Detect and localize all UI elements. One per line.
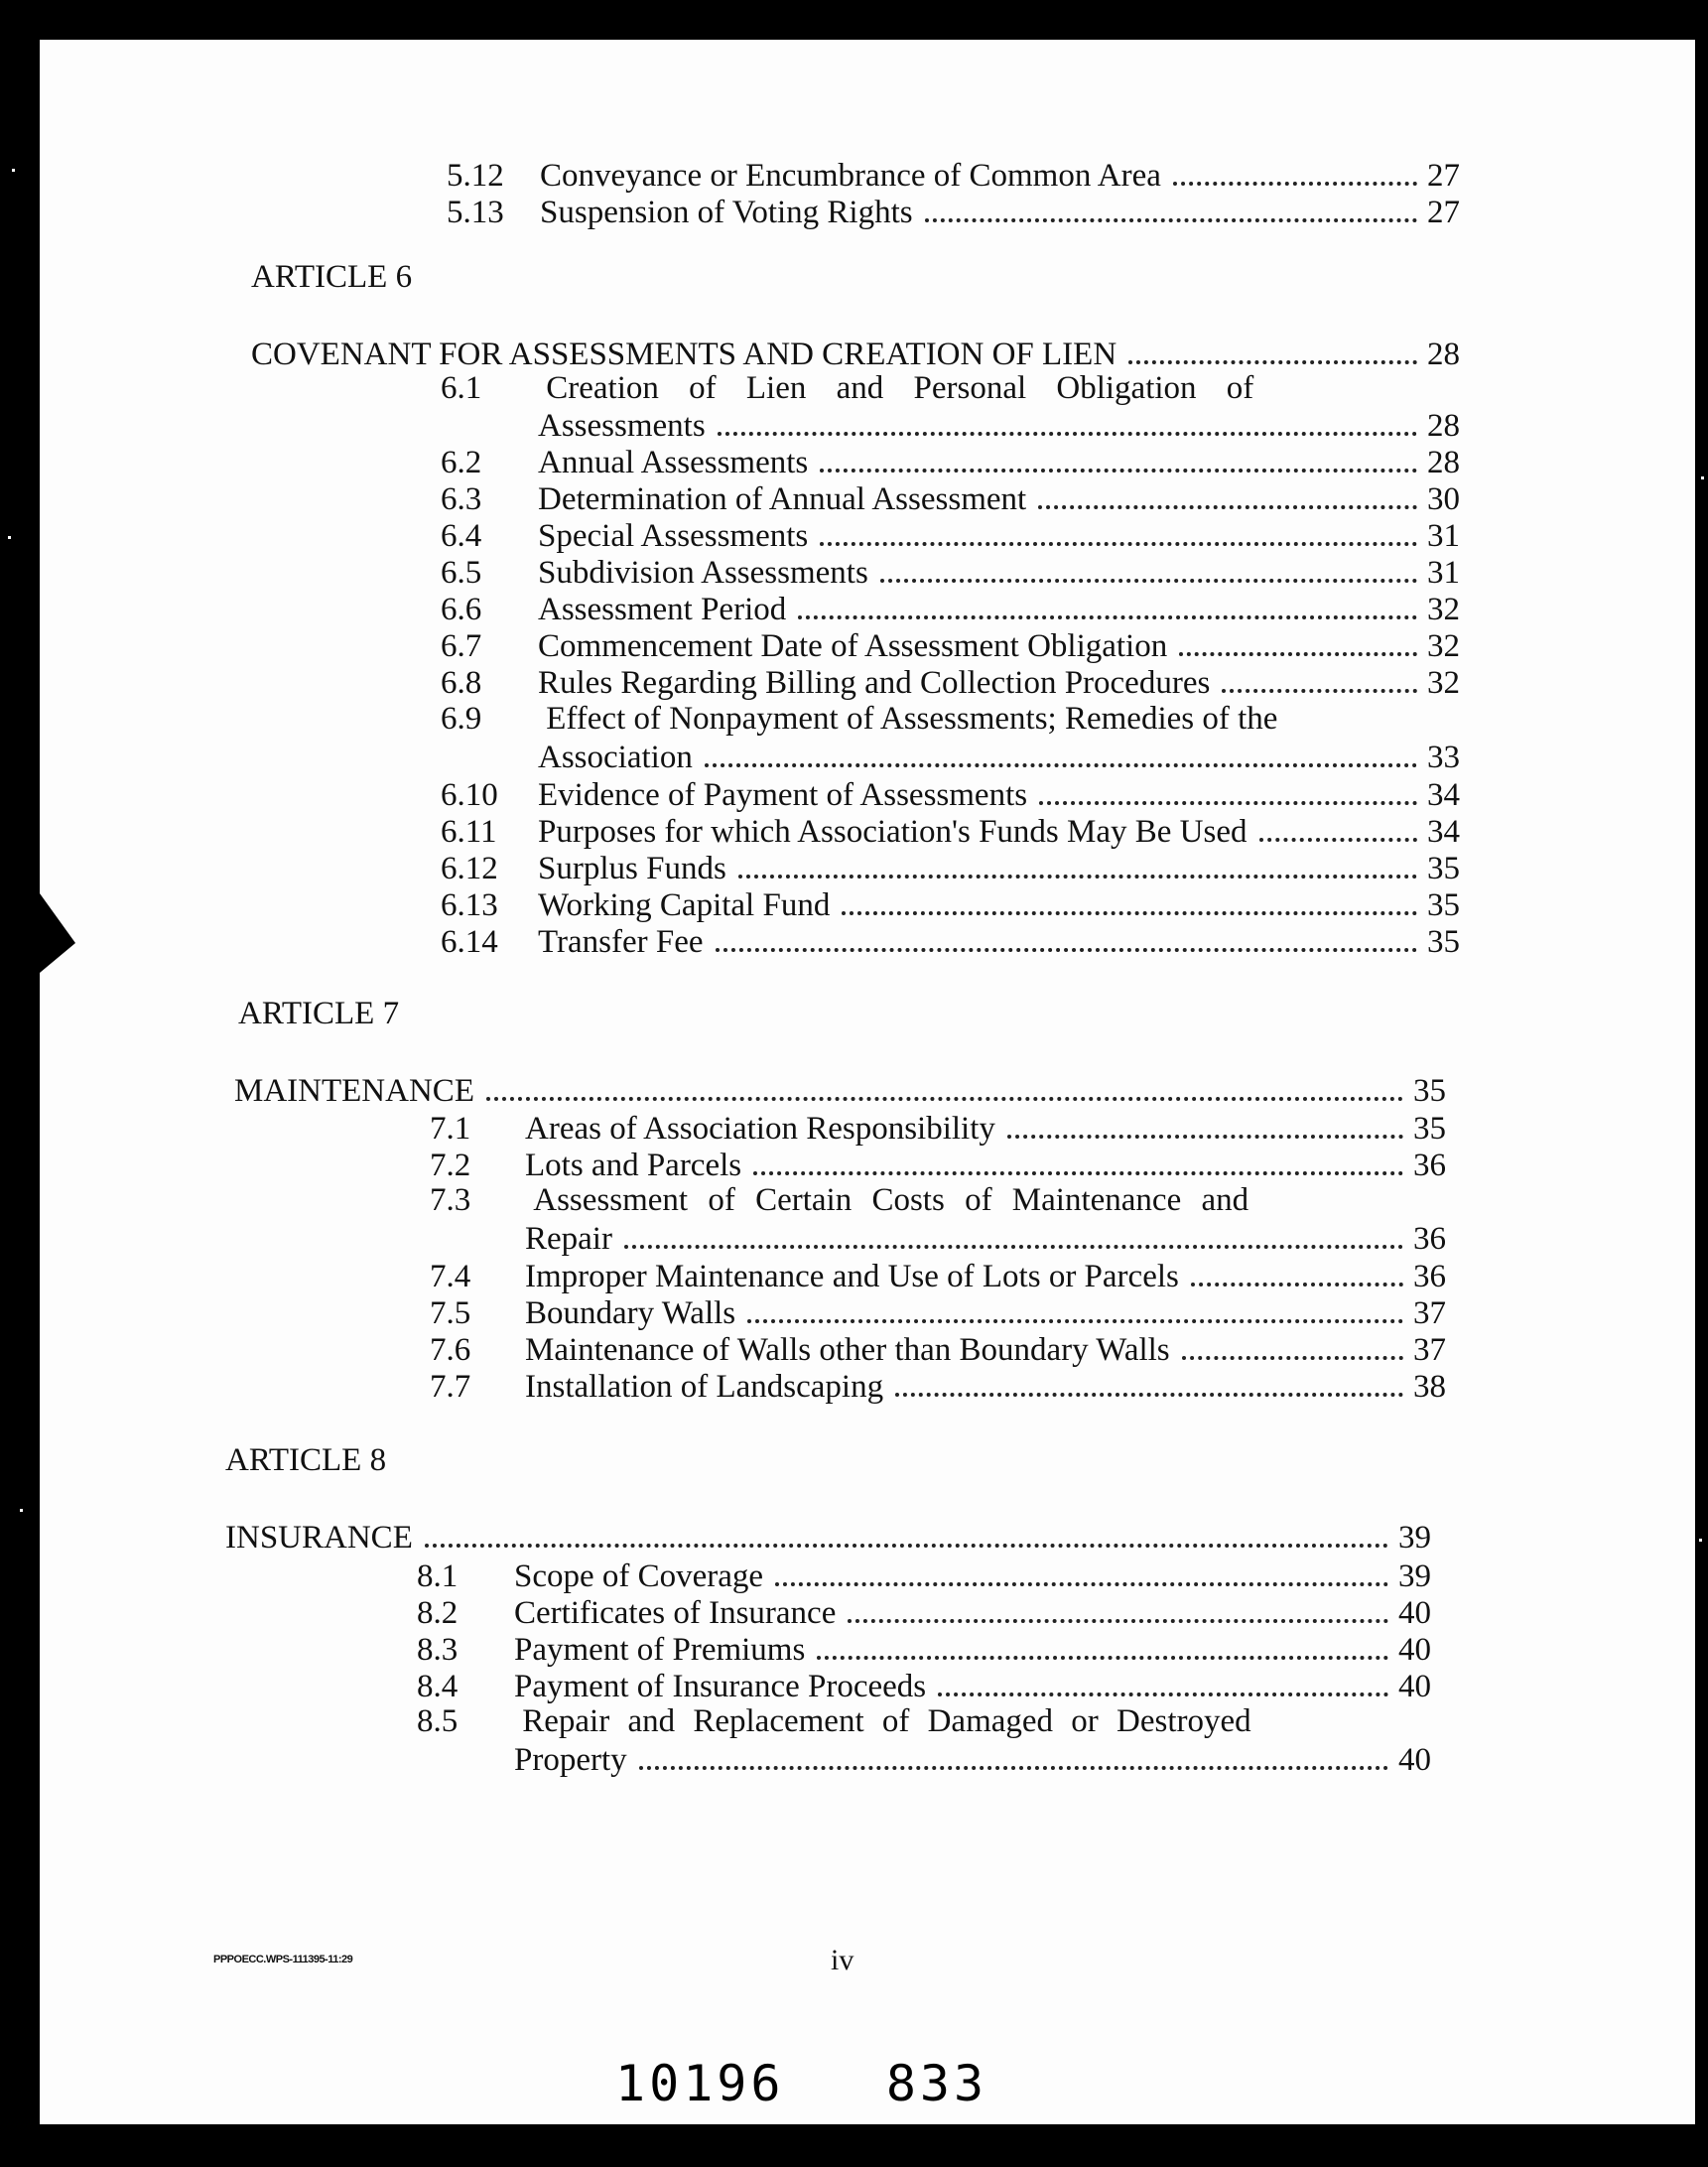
toc-entry-6-2 [441,442,1479,481]
toc-entry-6-9-line2 [538,737,1479,776]
dot-leader [775,1582,1388,1586]
toc-entry-title: Evidence of Payment of Assessments [538,777,1028,813]
toc-entry-title: Conveyance or Encumbrance of Common Area [540,158,1161,194]
toc-entry-number: 7.7 [430,1369,471,1405]
toc-entry-number: 6.7 [441,628,482,664]
toc-entry-title: Boundary Walls [525,1295,736,1331]
dot-leader [624,1245,1403,1249]
toc-entry-title: Improper Maintenance and Use of Lots or Parcels [525,1259,1179,1294]
dot-leader [747,1319,1403,1323]
toc-entry-page: 35 [1427,887,1460,923]
scan-speck [20,1509,23,1512]
toc-entry-number: 7.6 [430,1332,471,1368]
toc-entry-number: 5.13 [447,195,504,230]
toc-entry-title: Installation of Landscaping [525,1369,884,1405]
article-8-title: INSURANCE [225,1520,413,1556]
toc-entry-page: 35 [1427,851,1460,886]
toc-entry-page: 36 [1413,1259,1446,1294]
toc-entry-number: 6.8 [441,665,482,701]
dot-leader [820,542,1417,546]
toc-entry-6-1-line2 [538,405,1479,445]
toc-entry-8-3 [417,1629,1450,1669]
article-6-heading: ARTICLE 6 [251,259,413,295]
toc-entry-number: 7.5 [430,1295,471,1331]
toc-entry-title: Maintenance of Walls other than Boundary Walls [525,1332,1170,1368]
dot-leader [798,615,1417,619]
toc-entry-7-2 [430,1145,1465,1184]
toc-entry-7-5 [430,1292,1465,1332]
article-8-title-entry [225,1517,1450,1557]
toc-entry-number: 7.4 [430,1259,471,1294]
dot-leader [1222,689,1417,693]
toc-entry-6-4 [441,515,1479,555]
dot-leader [842,911,1417,915]
toc-entry-6-10 [441,774,1479,814]
toc-entry-page: 28 [1427,408,1460,444]
toc-entry-number: 6.1 [441,370,482,406]
toc-entry-page: 27 [1427,195,1460,230]
toc-entry-6-11 [441,811,1479,851]
page-number: iv [831,1944,854,1976]
toc-entry-title: Assessment of Certain Costs of Maintenance and [533,1182,1249,1218]
dot-leader [1128,360,1417,364]
toc-entry-number: 7.2 [430,1148,471,1183]
toc-entry-page: 35 [1413,1111,1446,1147]
toc-entry-6-8 [441,662,1479,702]
article-7-heading: ARTICLE 7 [238,996,400,1031]
dot-leader [1259,838,1418,842]
toc-entry-title: Areas of Association Responsibility [525,1111,995,1147]
toc-entry-page: 38 [1413,1369,1446,1405]
dot-leader [1007,1135,1403,1139]
toc-entry-number: 6.13 [441,887,498,923]
toc-entry-number: 8.5 [417,1703,459,1739]
toc-entry-page: 36 [1413,1221,1446,1257]
toc-entry-page: 34 [1427,814,1460,850]
toc-entry-page: 39 [1398,1558,1431,1594]
toc-entry-title: Surplus Funds [538,851,726,886]
scan-artifact [40,893,79,983]
toc-entry-title: Effect of Nonpayment of Assessments; Remedies of the [546,701,1278,737]
toc-entry-number: 8.3 [417,1632,459,1668]
toc-entry-page: 39 [1398,1520,1431,1556]
toc-entry-page: 34 [1427,777,1460,813]
toc-entry-title: Subdivision Assessments [538,555,868,591]
toc-entry-number: 6.10 [441,777,498,813]
toc-entry-7-1 [430,1108,1465,1148]
dot-leader [848,1619,1388,1623]
toc-entry-page: 30 [1427,481,1460,517]
dot-leader [1038,505,1417,509]
toc-entry-title: Special Assessments [538,518,809,554]
toc-entry-number: 7.3 [430,1182,471,1218]
toc-entry-number: 7.1 [430,1111,471,1147]
dot-leader [1182,1356,1403,1360]
dot-leader [820,469,1417,473]
toc-entry-page: 35 [1427,924,1460,960]
toc-entry-number: 5.12 [447,158,504,194]
toc-entry-page: 35 [1413,1073,1446,1109]
toc-entry-title: Repair and Replacement of Damaged or Destroyed [522,1703,1251,1739]
toc-entry-page: 40 [1398,1669,1431,1704]
toc-entry-page: 32 [1427,665,1460,701]
toc-entry-number: 6.14 [441,924,498,960]
toc-entry-page: 27 [1427,158,1460,194]
toc-entry-title: Determination of Annual Assessment [538,481,1027,517]
dot-leader [738,875,1417,879]
toc-entry-page: 37 [1413,1295,1446,1331]
toc-entry-6-1-line1 [441,369,1374,407]
toc-entry-6-3 [441,478,1479,518]
toc-entry-number: 6.4 [441,518,482,554]
toc-entry-6-7 [441,625,1479,665]
toc-entry-number: 6.3 [441,481,482,517]
toc-entry-page: 31 [1427,518,1460,554]
toc-entry-title: Association [538,740,693,775]
toc-entry-page: 28 [1427,337,1460,372]
toc-entry-page: 40 [1398,1595,1431,1631]
dot-leader [880,579,1417,583]
dot-leader [718,432,1417,436]
dot-leader [486,1097,1403,1101]
toc-entry-7-6 [430,1329,1465,1369]
dot-leader [938,1693,1388,1696]
toc-entry-page: 32 [1427,592,1460,627]
scan-speck [12,169,15,172]
dot-leader [716,948,1418,952]
scan-speck [1699,1539,1702,1542]
toc-entry-number: 8.4 [417,1669,459,1704]
toc-entry-title: Certificates of Insurance [514,1595,837,1631]
toc-entry-title: Property [514,1742,627,1778]
dot-leader [1191,1283,1403,1287]
file-code: PPPOECC.WPS-111395-11:29 [213,1954,353,1965]
toc-entry-8-2 [417,1592,1450,1632]
dot-leader [895,1393,1403,1397]
dot-leader [1039,801,1417,805]
toc-entry-page: 40 [1398,1632,1431,1668]
document-id: 10196 833 [615,2055,988,2112]
toc-entry-page: 32 [1427,628,1460,664]
toc-entry-page: 28 [1427,445,1460,480]
toc-entry-6-6 [441,589,1479,628]
toc-entry-title: Annual Assessments [538,445,809,480]
toc-entry-page: 36 [1413,1148,1446,1183]
article-6-title: COVENANT FOR ASSESSMENTS AND CREATION OF LIEN [251,337,1117,372]
toc-entry-8-4 [417,1666,1450,1705]
toc-entry-8-5-line1 [417,1702,1350,1740]
article-7-title: MAINTENANCE [234,1073,474,1109]
dot-leader [1173,182,1417,186]
toc-entry-title: Creation of Lien and Personal Obligation of [546,370,1254,406]
toc-entry-7-7 [430,1366,1465,1406]
toc-entry-7-3-line2 [525,1218,1465,1258]
toc-entry-6-12 [441,848,1479,887]
toc-entry-6-14 [441,921,1479,961]
article-7-title-entry [234,1070,1465,1110]
toc-entry-6-5 [441,552,1479,592]
dot-leader [817,1656,1388,1660]
toc-entry-title: Suspension of Voting Rights [540,195,913,230]
scan-speck [1701,476,1704,479]
toc-entry-number: 8.1 [417,1558,459,1594]
toc-entry-title: Payment of Premiums [514,1632,806,1668]
toc-entry-title: Working Capital Fund [538,887,831,923]
toc-entry-number: 6.9 [441,701,482,737]
toc-entry-number: 6.11 [441,814,497,850]
toc-entry-page: 31 [1427,555,1460,591]
dot-leader [753,1171,1403,1175]
toc-entry-5-12 [447,155,1479,195]
dot-leader [1179,652,1417,656]
toc-entry-number: 6.2 [441,445,482,480]
toc-entry-6-13 [441,884,1479,924]
toc-entry-title: Purposes for which Association's Funds May Be Used [538,814,1248,850]
toc-entry-number: 6.6 [441,592,482,627]
toc-entry-7-3-line1 [430,1181,1363,1219]
toc-entry-number: 8.2 [417,1595,459,1631]
toc-entry-title: Repair [525,1221,612,1257]
toc-entry-8-5-line2 [514,1739,1450,1779]
toc-entry-number: 6.12 [441,851,498,886]
article-6-title-entry [251,334,1479,373]
toc-entry-page: 37 [1413,1332,1446,1368]
document-page [40,40,1695,2124]
dot-leader [639,1766,1388,1770]
toc-entry-6-9-line1 [441,700,1374,738]
toc-entry-page: 33 [1427,740,1460,775]
article-8-heading: ARTICLE 8 [225,1442,387,1478]
toc-entry-title: Commencement Date of Assessment Obligation [538,628,1168,664]
toc-entry-8-1 [417,1556,1450,1595]
toc-entry-7-4 [430,1256,1465,1295]
toc-entry-5-13 [447,192,1479,231]
toc-entry-number: 6.5 [441,555,482,591]
toc-entry-title: Rules Regarding Billing and Collection Procedures [538,665,1211,701]
toc-entry-title: Lots and Parcels [525,1148,742,1183]
toc-entry-title: Payment of Insurance Proceeds [514,1669,927,1704]
dot-leader [925,218,1417,222]
toc-entry-page: 40 [1398,1742,1431,1778]
dot-leader [425,1544,1388,1548]
toc-entry-title: Assessments [538,408,706,444]
toc-entry-title: Scope of Coverage [514,1558,764,1594]
toc-entry-title: Assessment Period [538,592,787,627]
dot-leader [705,763,1417,767]
toc-entry-title: Transfer Fee [538,924,704,960]
scan-speck [8,536,11,539]
